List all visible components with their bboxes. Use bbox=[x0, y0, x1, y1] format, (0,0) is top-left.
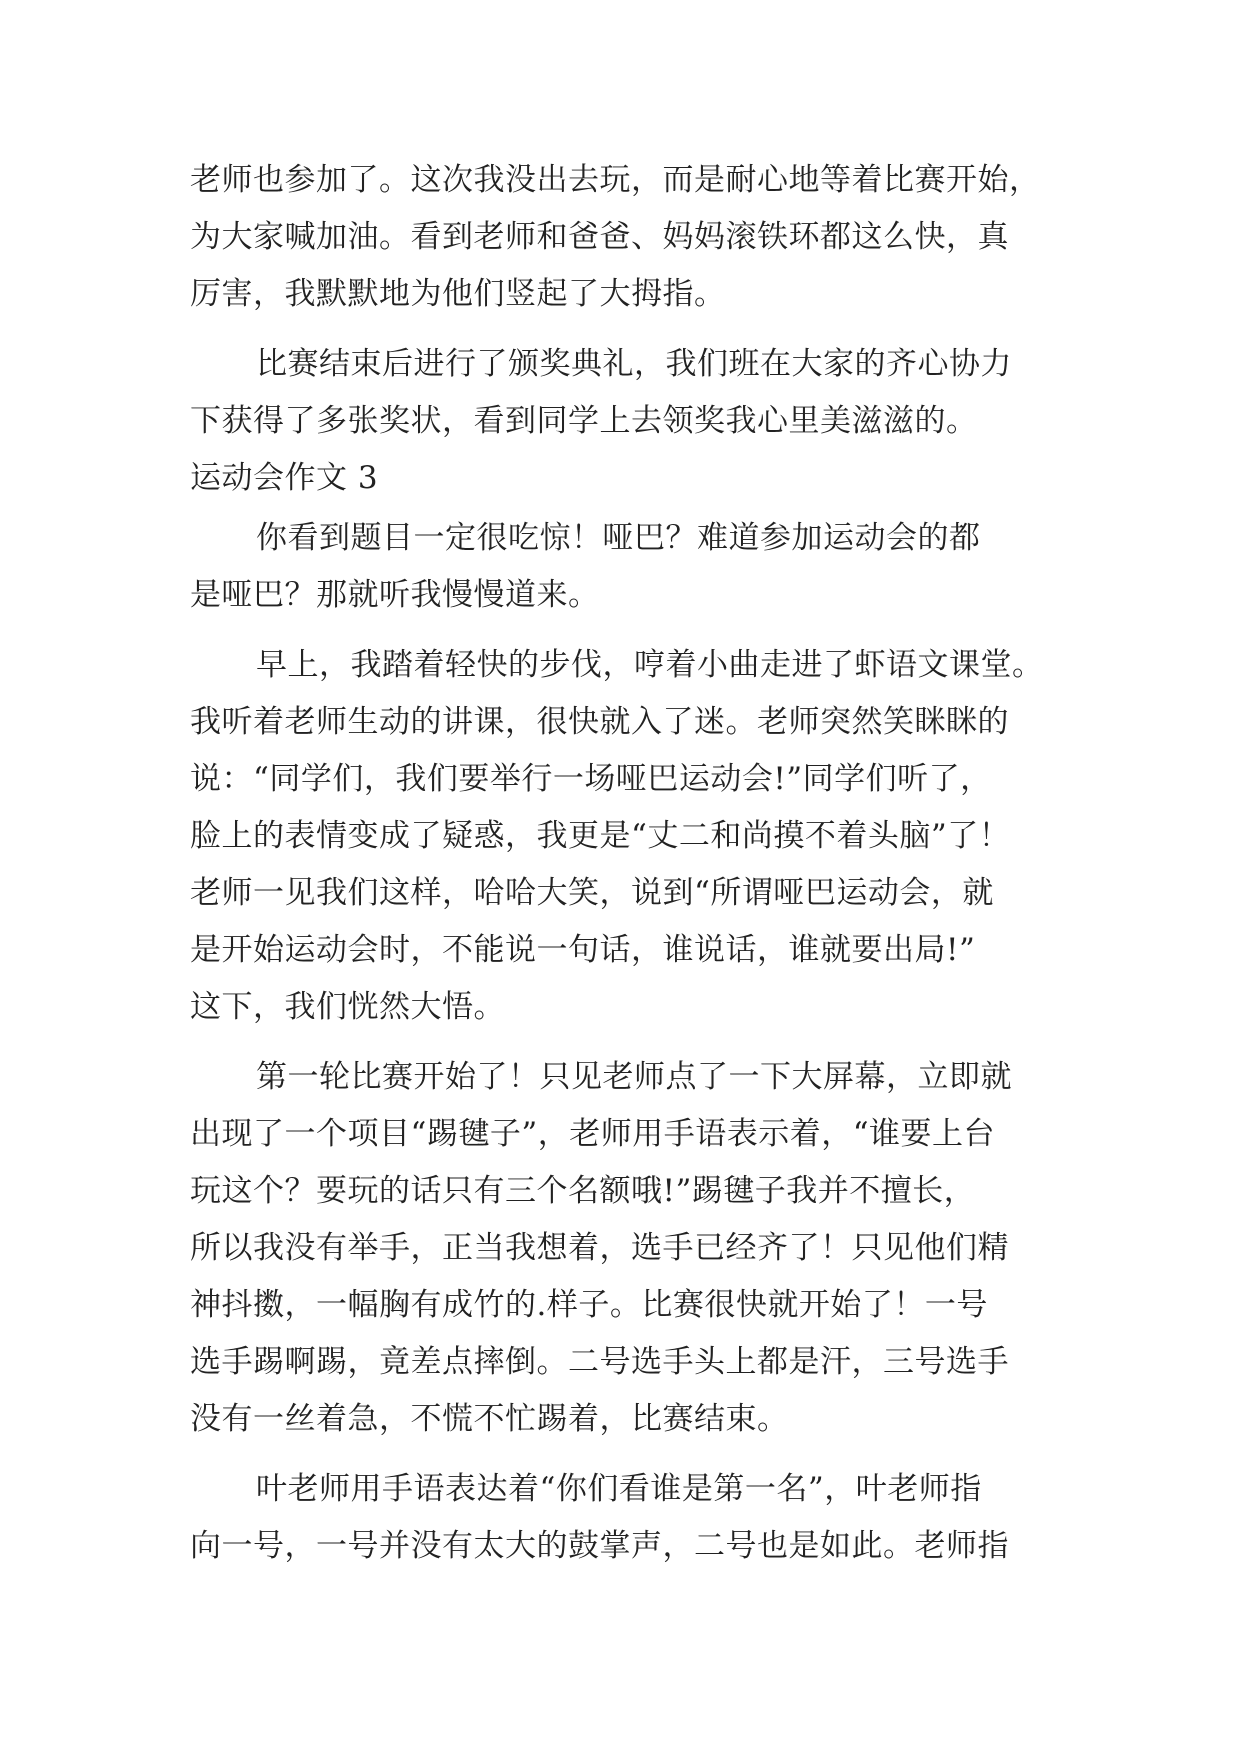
text-line: 比赛结束后进行了颁奖典礼，我们班在大家的齐心协力 bbox=[256, 346, 1012, 382]
text-line: 这下，我们恍然大悟。 bbox=[190, 989, 505, 1025]
text-line: 早上，我踏着轻快的步伐，哼着小曲走进了虾语文课堂。 bbox=[256, 647, 1044, 683]
text-line: 脸上的表情变成了疑惑，我更是“丈二和尚摸不着头脑”了！ bbox=[190, 818, 1011, 854]
text-line: 出现了一个项目“踢毽子”，老师用手语表示着，“谁要上台 bbox=[190, 1116, 996, 1152]
text-line: 所以我没有举手，正当我想着，选手已经齐了！只见他们精 bbox=[190, 1230, 1009, 1266]
text-line: 说：“同学们，我们要举行一场哑巴运动会!”同学们听了， bbox=[190, 761, 992, 797]
text-line: 玩这个？要玩的话只有三个名额哦!”踢毽子我并不擅长， bbox=[190, 1173, 976, 1209]
text-line: 为大家喊加油。看到老师和爸爸、妈妈滚铁环都这么快，真 bbox=[190, 219, 1009, 255]
text-line: 是哑巴？那就听我慢慢道来。 bbox=[190, 577, 600, 613]
text-line: 第一轮比赛开始了！只见老师点了一下大屏幕，立即就 bbox=[256, 1059, 1012, 1095]
text-line: 你看到题目一定很吃惊！哑巴？难道参加运动会的都 bbox=[256, 520, 981, 556]
text-line: 我听着老师生动的讲课，很快就入了迷。老师突然笑眯眯的 bbox=[190, 704, 1009, 740]
text-line: 老师也参加了。这次我没出去玩，而是耐心地等着比赛开始， bbox=[190, 162, 1041, 198]
text-line: 神抖擞，一幅胸有成竹的.样子。比赛很快就开始了！一号 bbox=[190, 1287, 988, 1323]
text-line: 老师一见我们这样，哈哈大笑，说到“所谓哑巴运动会，就 bbox=[190, 875, 994, 911]
text-line: 叶老师用手语表达着“你们看谁是第一名”，叶老师指 bbox=[256, 1471, 982, 1507]
text-line: 选手踢啊踢，竟差点摔倒。二号选手头上都是汗，三号选手 bbox=[190, 1344, 1009, 1380]
text-line: 没有一丝着急，不慌不忙踢着，比赛结束。 bbox=[190, 1401, 789, 1437]
text-line: 是开始运动会时，不能说一句话，谁说话，谁就要出局!” bbox=[190, 932, 976, 968]
text-line: 下获得了多张奖状，看到同学上去领奖我心里美滋滋的。 bbox=[190, 403, 978, 439]
text-line: 向一号，一号并没有太大的鼓掌声，二号也是如此。老师指 bbox=[190, 1528, 1009, 1564]
text-line: 厉害，我默默地为他们竖起了大拇指。 bbox=[190, 276, 726, 312]
section-heading: 运动会作文 3 bbox=[190, 460, 379, 496]
